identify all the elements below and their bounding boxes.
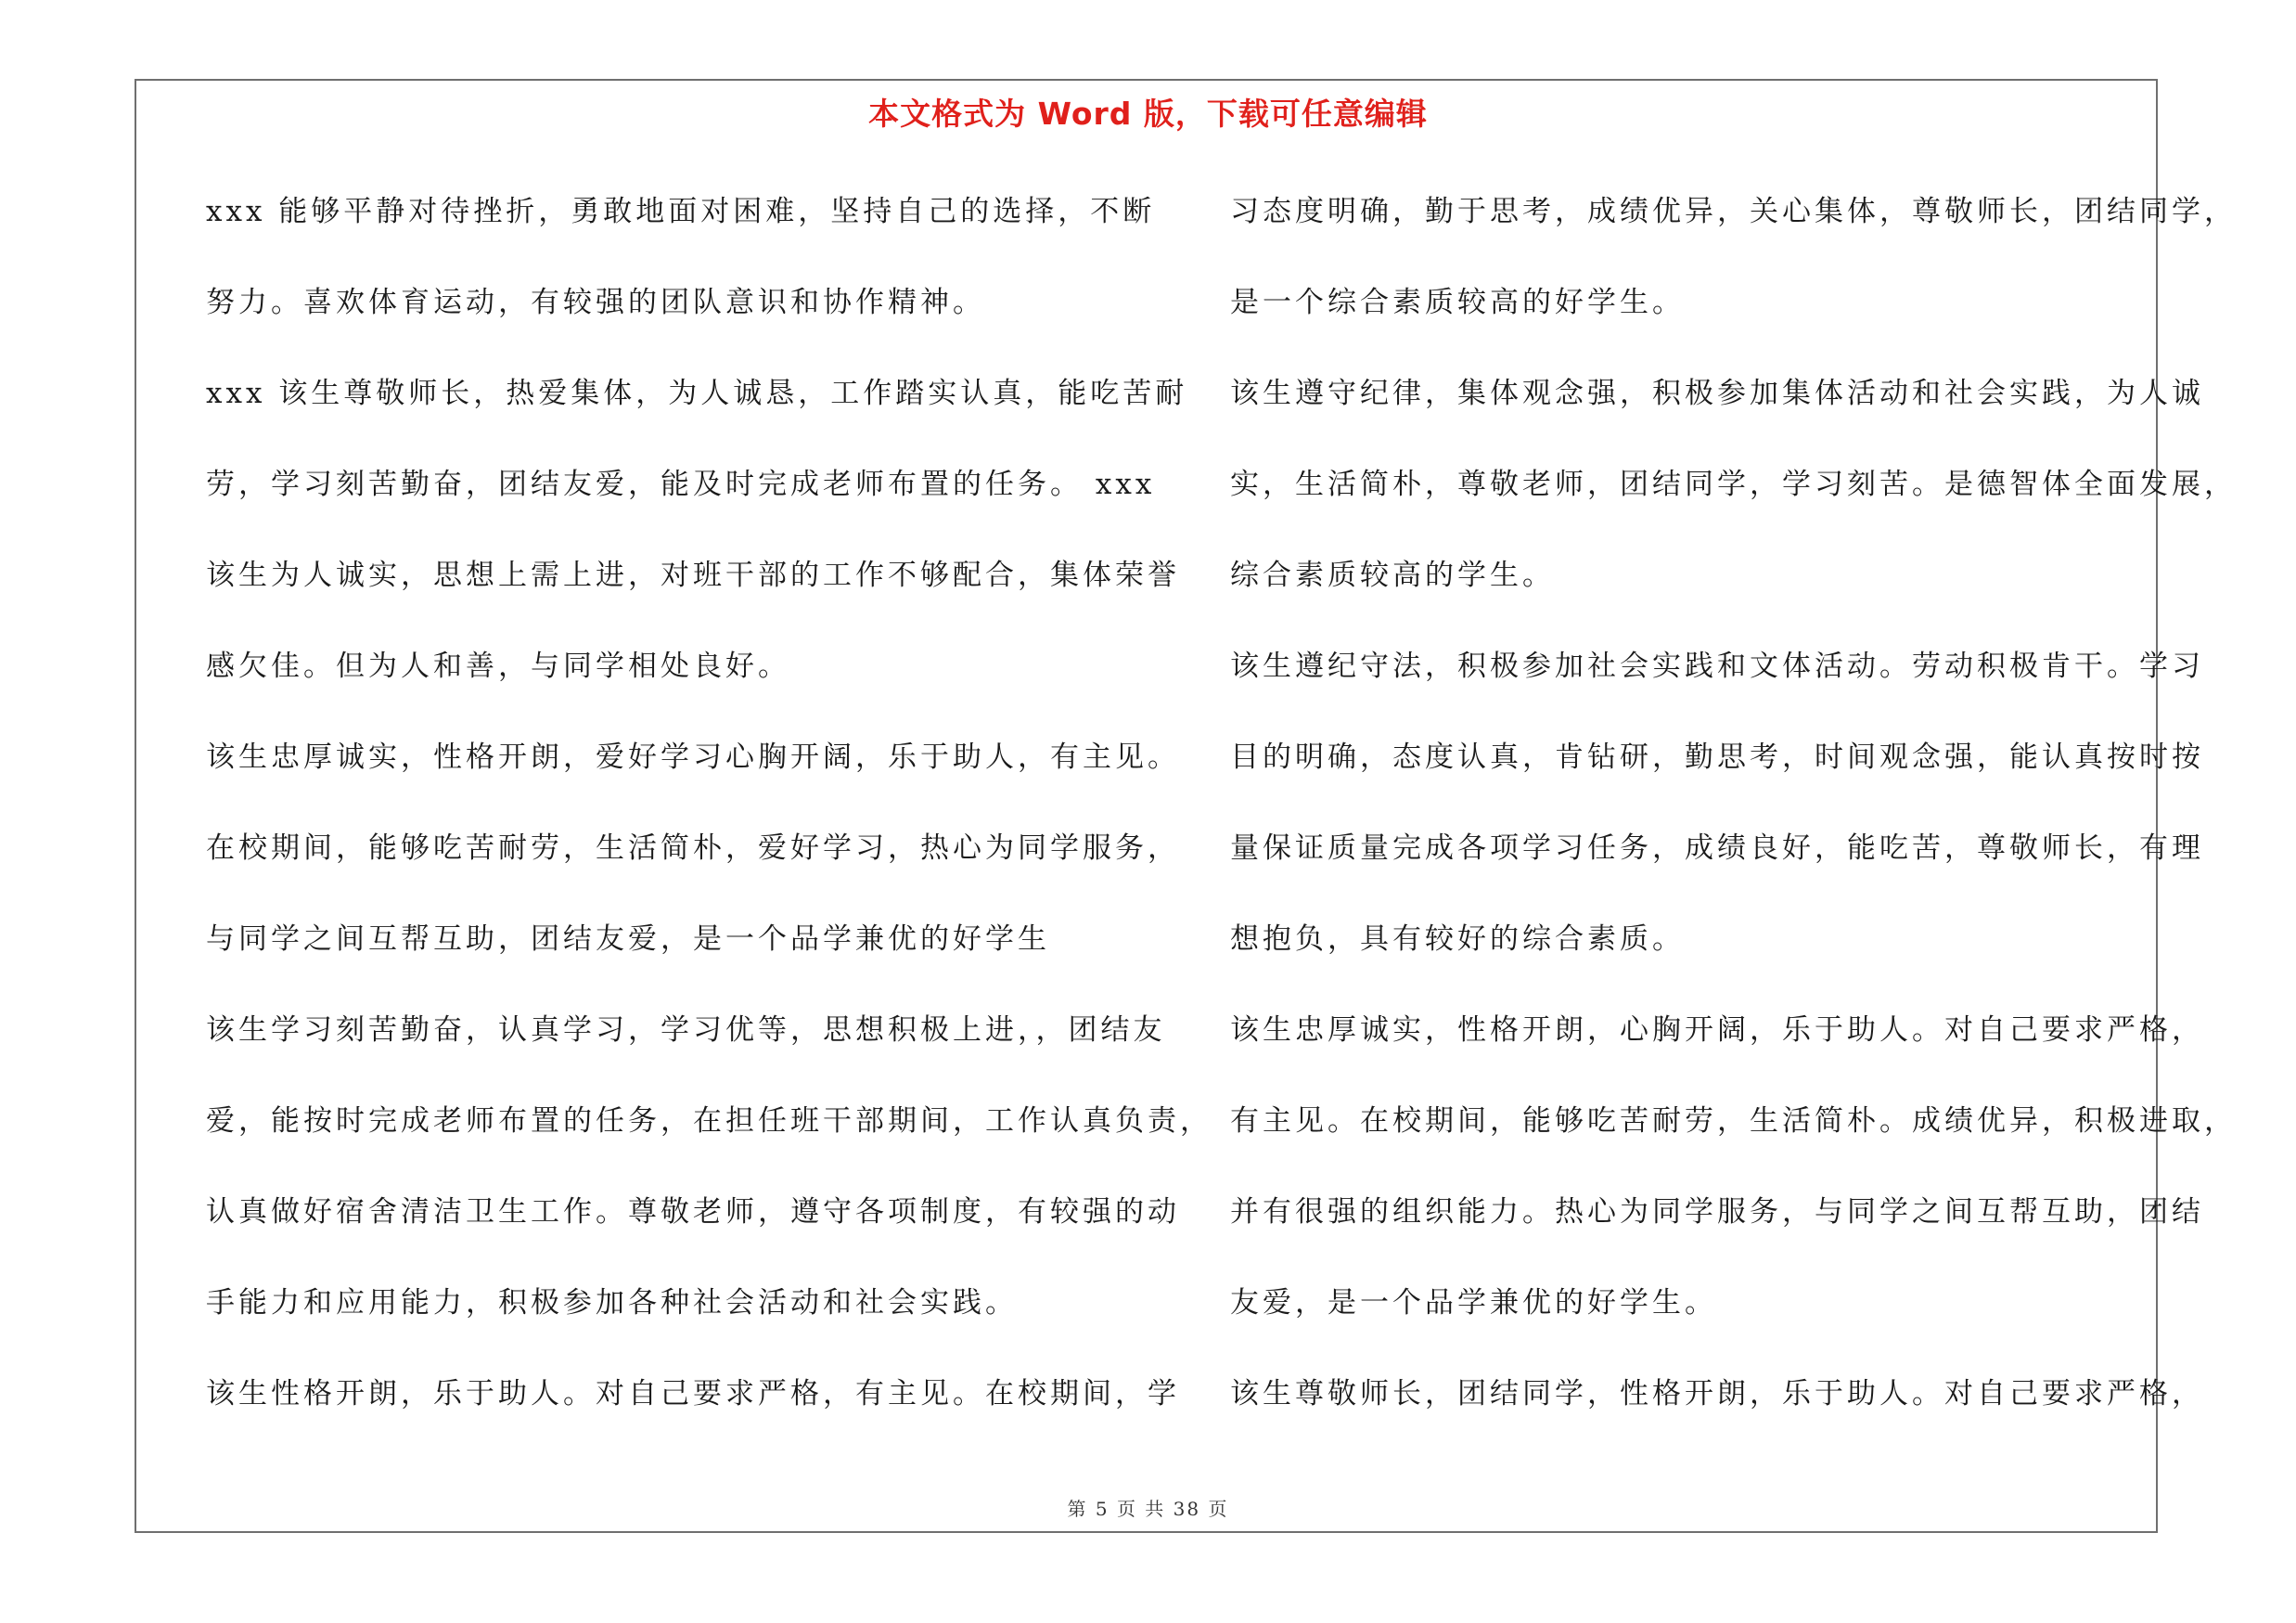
text-line: 习态度明确，勤于思考，成绩优异，关心集体，尊敬师长，团结同学，	[1230, 195, 2237, 228]
text-line: 爱，能按时完成老师布置的任务，在担任班干部期间，工作认真负责，	[206, 1104, 1212, 1138]
text-line: 想抱负，具有较好的综合素质。	[1230, 922, 1685, 956]
page-number-footer: 第 5 页 共 38 页	[1067, 1498, 1229, 1520]
text-line: xxx 能够平静对待挫折，勇敢地面对困难，坚持自己的选择，不断	[206, 195, 1156, 228]
text-line: 该生忠厚诚实，性格开朗，爱好学习心胸开阔，乐于助人，有主见。	[206, 741, 1180, 774]
text-line: 该生遵纪守法，积极参加社会实践和文体活动。劳动积极肯干。学习	[1230, 650, 2204, 683]
format-notice-banner: 本文格式为 Word 版，下载可任意编辑	[868, 96, 1428, 132]
text-line: 手能力和应用能力，积极参加各种社会活动和社会实践。	[206, 1286, 1018, 1320]
text-line: 有主见。在校期间，能够吃苦耐劳，生活简朴。成绩优异，积极进取，	[1230, 1104, 2237, 1138]
text-line: 在校期间，能够吃苦耐劳，生活简朴，爱好学习，热心为同学服务，	[206, 831, 1180, 865]
text-line: 是一个综合素质较高的好学生。	[1230, 286, 1685, 319]
text-line: 该生忠厚诚实，性格开朗，心胸开阔，乐于助人。对自己要求严格，	[1230, 1013, 2204, 1047]
text-line: 努力。喜欢体育运动，有较强的团队意识和协作精神。	[206, 286, 985, 319]
text-line: 感欠佳。但为人和善，与同学相处良好。	[206, 650, 790, 683]
text-line: 该生遵守纪律，集体观念强，积极参加集体活动和社会实践，为人诚	[1230, 377, 2204, 410]
text-line: 综合素质较高的学生。	[1230, 559, 1555, 592]
text-line: 劳，学习刻苦勤奋，团结友爱，能及时完成老师布置的任务。 xxx	[206, 468, 1156, 501]
text-line: xxx 该生尊敬师长，热爱集体，为人诚恳，工作踏实认真，能吃苦耐	[206, 377, 1188, 410]
left-text-column	[206, 184, 1212, 1457]
text-line: 目的明确，态度认真，肯钻研，勤思考，时间观念强，能认真按时按	[1230, 741, 2204, 774]
right-text-column	[1230, 184, 2237, 1457]
text-line: 该生学习刻苦勤奋，认真学习，学习优等，思想积极上进，，团结友	[206, 1013, 1166, 1047]
text-line: 并有很强的组织能力。热心为同学服务，与同学之间互帮互助，团结	[1230, 1195, 2204, 1229]
text-line: 认真做好宿舍清洁卫生工作。尊敬老师，遵守各项制度，有较强的动	[206, 1195, 1180, 1229]
text-line: 友爱，是一个品学兼优的好学生。	[1230, 1286, 1717, 1320]
text-line: 实，生活简朴，尊敬老师，团结同学，学习刻苦。是德智体全面发展，	[1230, 468, 2237, 501]
text-line: 该生性格开朗，乐于助人。对自己要求严格，有主见。在校期间，学	[206, 1377, 1180, 1410]
text-line: 该生尊敬师长，团结同学，性格开朗，乐于助人。对自己要求严格，	[1230, 1377, 2204, 1410]
text-line: 量保证质量完成各项学习任务，成绩良好，能吃苦，尊敬师长，有理	[1230, 831, 2204, 865]
text-line: 与同学之间互帮互助，团结友爱，是一个品学兼优的好学生	[206, 922, 1050, 956]
text-line: 该生为人诚实，思想上需上进，对班干部的工作不够配合，集体荣誉	[206, 559, 1180, 592]
